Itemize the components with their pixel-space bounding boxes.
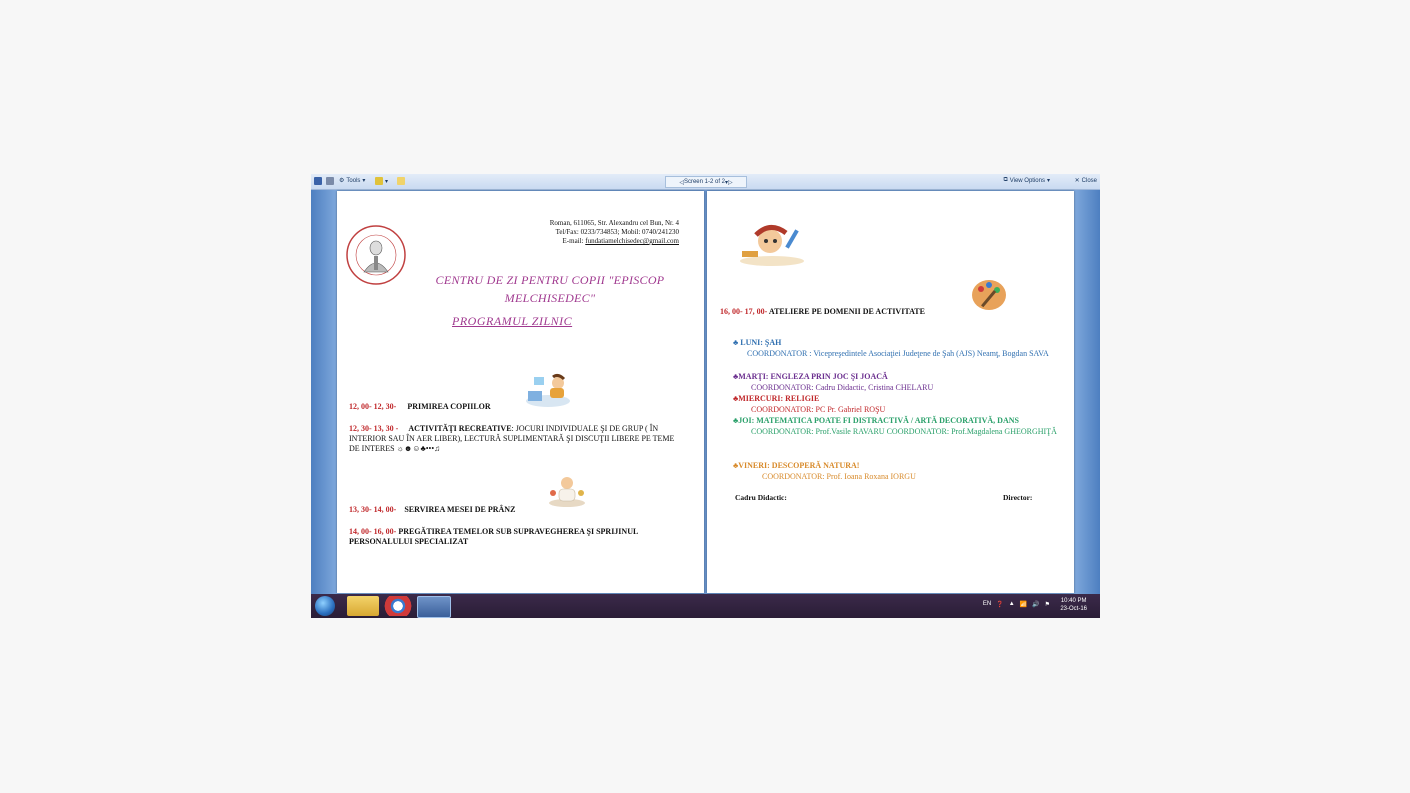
foundation-logo xyxy=(342,224,410,286)
teacher-signature-label: Cadru Didactic: xyxy=(735,493,787,502)
start-button[interactable] xyxy=(315,596,335,616)
document-viewer-window xyxy=(311,174,1100,618)
tools-menu[interactable]: ⚙ Tools ▾ xyxy=(339,177,366,184)
system-clock[interactable]: 10:40 PM 23-Oct-16 xyxy=(1060,598,1087,612)
screen-navigator[interactable]: ◁ Screen 1-2 of 2 ▾ ▷ xyxy=(665,176,747,188)
word-taskbar-button[interactable] xyxy=(417,596,451,618)
email-link[interactable]: fundatiamelchisedec@gmail.com xyxy=(585,237,679,245)
system-tray xyxy=(983,601,1050,608)
chevron-down-icon: ▾ xyxy=(385,178,389,185)
chevron-down-icon: ▾ xyxy=(1046,178,1050,184)
page-1 xyxy=(337,191,704,593)
program-heading: PROGRAMUL ZILNIC xyxy=(452,314,573,328)
print-icon xyxy=(326,177,334,185)
comment-button[interactable] xyxy=(397,177,405,185)
help-icon[interactable]: ❓ xyxy=(996,602,1004,608)
children-reading-illustration xyxy=(520,371,576,409)
activity-friday: ♣VINERI: DESCOPERĂ NATURA! COORDONATOR: Prof. Ioana Roxana IORGU xyxy=(733,461,916,481)
reading-toolbar xyxy=(311,174,1100,190)
activity-thursday: ♣JOI: MATEMATICA POATE FI DISTRACTIVĂ / ARTĂ DECORATIVĂ, DANS COORDONATOR: Prof.Vasile RAVARU COORDONATOR: Prof.Magdalena GHEORGHIŢĂ xyxy=(733,416,1057,436)
flag-icon[interactable]: ⚑ xyxy=(1044,602,1050,608)
chevron-down-icon: ▾ xyxy=(362,178,366,184)
schedule-entry: 12, 00- 12, 30- PRIMIREA COPIILOR xyxy=(349,402,491,411)
chevron-down-icon: ▾ xyxy=(725,179,729,186)
page-2 xyxy=(707,191,1074,593)
view-options-icon: ⧉ xyxy=(1003,177,1008,183)
print-button[interactable] xyxy=(326,177,334,185)
chrome-taskbar-button[interactable] xyxy=(382,596,414,616)
highlight-icon xyxy=(375,177,383,185)
next-screen-icon[interactable]: ▷ xyxy=(728,179,733,186)
schedule-entry: 14, 00- 16, 00- PREGĂTIREA TEMELOR SUB SUPRAVEGHEREA ŞI SPRIJINUL PERSONALULUI SPECIALIZAT xyxy=(349,527,638,546)
close-icon: ✕ xyxy=(1074,178,1080,184)
tray-expand-icon[interactable]: ▲ xyxy=(1008,601,1015,607)
schedule-entry: 12, 30- 13, 30 - ACTIVITĂŢI RECREATIVE: JOCURI INDIVIDUALE ŞI DE GRUP ( ÎN INTERIOR SAU ÎN AER LIBER), LECTURĂ SUPLIMENTARĂ ŞI DISCUŢII LIBERE PE TEME DE INTERES ☼☻☺♣•••♫ xyxy=(349,424,675,453)
address-block: Roman, 611065, Str. Alexandru cel Bun, Nr. 4 Tel/Fax: 0233/734853; Mobil: 0740/241230 E-mail: fundatiamelchisedec@gmail.com xyxy=(549,219,679,245)
page-title: CENTRU DE ZI PENTRU COPII "EPISCOP MELCHISEDEC" xyxy=(435,273,665,305)
save-icon xyxy=(314,177,322,185)
previous-screen-icon[interactable]: ◁ xyxy=(679,179,684,186)
activity-monday: ♣ LUNI: ŞAH COORDONATOR : Vicepreşedintele Asociaţiei Judeţene de Şah (AJS) Neamţ, Bogdan SAVA xyxy=(733,338,1049,358)
close-button[interactable]: ✕ Close xyxy=(1074,177,1097,184)
workshops-heading: 16, 00- 17, 00- ATELIERE PE DOMENII DE ACTIVITATE xyxy=(720,307,925,316)
tools-icon: ⚙ xyxy=(339,178,345,184)
language-indicator[interactable]: EN xyxy=(982,601,992,607)
file-explorer-taskbar-button[interactable] xyxy=(347,596,379,616)
child-eating-illustration xyxy=(545,473,589,509)
highlight-button[interactable] xyxy=(375,177,388,185)
network-icon[interactable]: 📶 xyxy=(1019,602,1028,608)
view-options-button[interactable]: ⧉ View Options ▾ xyxy=(1003,177,1050,184)
windows-taskbar xyxy=(311,594,1100,618)
child-artist-illustration xyxy=(732,221,812,269)
art-palette-illustration xyxy=(969,275,1009,313)
comment-icon xyxy=(397,177,405,185)
activity-tuesday: ♣MARŢI: ENGLEZA PRIN JOC ŞI JOACĂ COORDONATOR: Cadru Didactic, Cristina CHELARU xyxy=(733,372,934,392)
schedule-entry: 13, 30- 14, 00- SERVIREA MESEI DE PRÂNZ xyxy=(349,505,516,514)
activity-wednesday: ♣MIERCURI: RELIGIE COORDONATOR: PC Pr. Gabriel ROŞU xyxy=(733,394,886,414)
director-signature-label: Director: xyxy=(1003,493,1033,502)
volume-icon[interactable]: 🔊 xyxy=(1032,602,1040,608)
save-button[interactable] xyxy=(314,177,322,185)
